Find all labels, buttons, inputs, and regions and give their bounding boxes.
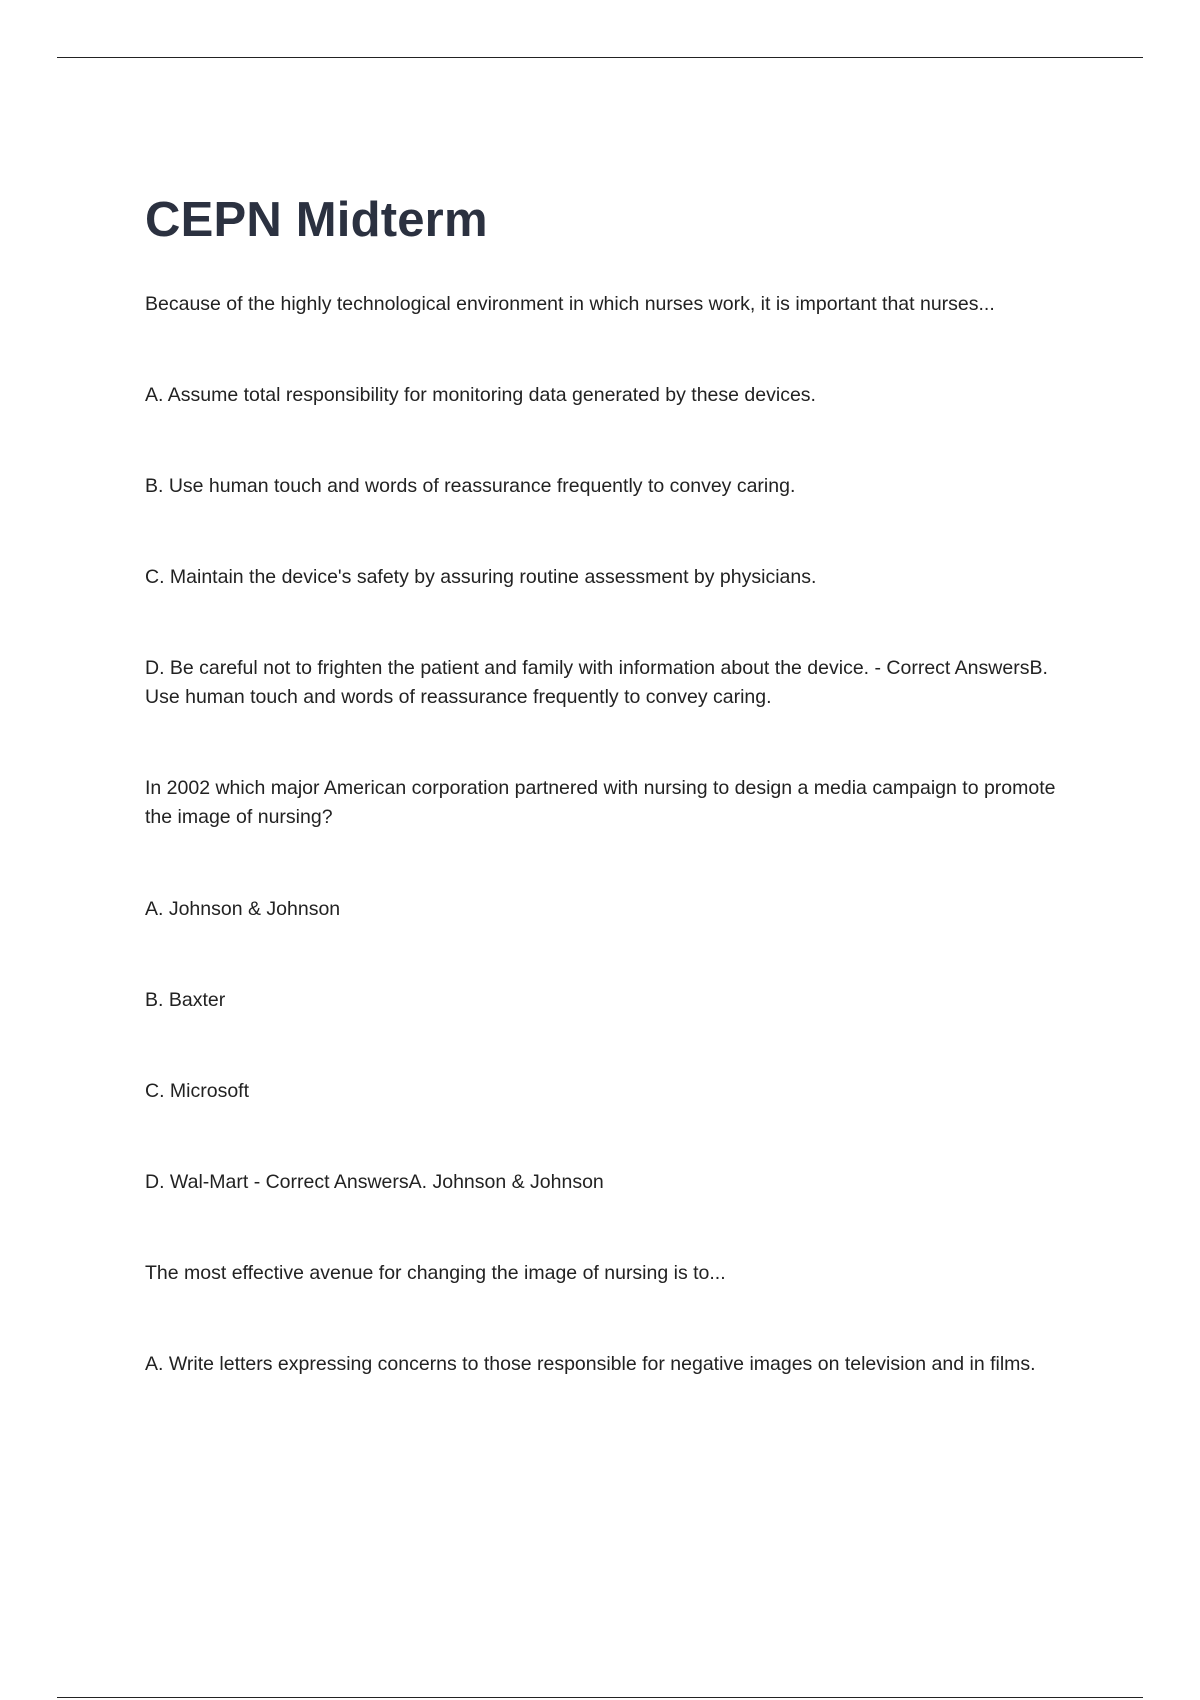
question-3-text: The most effective avenue for changing the image of nursing is to... — [145, 1262, 726, 1284]
question-1-option-c: C. Maintain the device's safety by assuring routine assessment by physicians. — [145, 566, 817, 588]
question-2-option-b: B. Baxter — [145, 989, 226, 1011]
question-3-option-a: A. Write letters expressing concerns to those responsible for negative images on television and in films. — [145, 1353, 1036, 1375]
question-2-option-d-answer: D. Wal-Mart - Correct AnswersA. Johnson & Johnson — [145, 1171, 604, 1193]
header-rule — [57, 57, 1143, 58]
question-1-text: Because of the highly technological environment in which nurses work, it is important that nurses... — [145, 293, 995, 315]
question-1-option-b: B. Use human touch and words of reassurance frequently to convey caring. — [145, 475, 796, 497]
footer-rule — [57, 1697, 1143, 1698]
question-2-option-a: A. Johnson & Johnson — [145, 898, 341, 920]
question-2-option-c: C. Microsoft — [145, 1080, 250, 1102]
question-1-option-a: A. Assume total responsibility for monitoring data generated by these devices. — [145, 384, 816, 406]
question-2-text: In 2002 which major American corporation partnered with nursing to design a media campaign to promote the image of nursing? — [145, 777, 1056, 828]
question-1-option-d-answer: D. Be careful not to frighten the patient and family with information about the device. - Correct AnswersB. Use human touch and words of reassurance frequently to convey caring. — [145, 657, 1048, 708]
document-title: CEPN Midterm — [145, 193, 488, 247]
